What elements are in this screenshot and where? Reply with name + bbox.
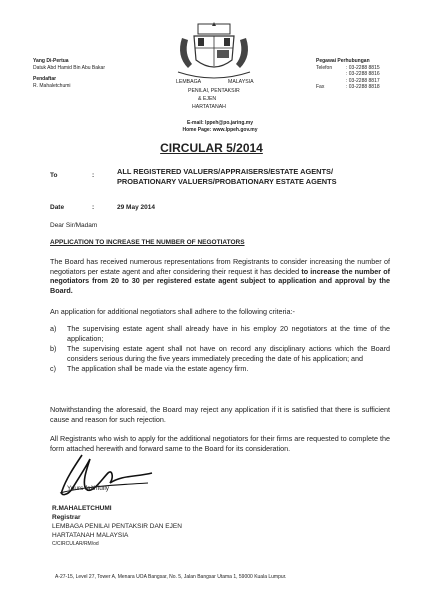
- tel-label: Telefon: [316, 64, 333, 71]
- logo-text-hartatanah: HARTATANAH: [192, 104, 226, 110]
- reference-code: C/CIRCULAR/RM/od: [52, 541, 99, 547]
- footer-address: A-27-15, Level 27, Tower A, Menara UOA Bangsar, No. 5, Jalan Bangsar Utama 1, 59000 Kuala Lumpur.: [55, 574, 287, 580]
- list-item-text: The supervising estate agent shall not have on record any disciplinary actions which the Board considers serious during the five years immediately preceding the date of his application; and: [67, 344, 390, 363]
- closing: Yours faithfully: [67, 485, 110, 492]
- list-item: [50, 324, 390, 343]
- paragraph-1-text: The Board has received numerous representations from Registrants to consider increasing the number of negotiators per estate agent and after considering their request it has decided: [50, 257, 390, 276]
- greeting: Dear Sir/Madam: [50, 222, 98, 229]
- list-item-letter: c): [50, 364, 56, 374]
- to-line-1: ALL REGISTERED VALUERS/APPRAISERS/ESTATE AGENTS/: [117, 167, 333, 176]
- paragraph-3: Notwithstanding the aforesaid, the Board may reject any application if it is satisfied that there is sufficient cause and reason for such rejection.: [50, 405, 390, 424]
- date-value: 29 May 2014: [117, 204, 155, 211]
- paragraph-1-bold: to increase the number of negotiators from 20 to 30 per registered estate agent subject to application and approval by the Board.: [50, 266, 390, 295]
- list-item-letter: a): [50, 324, 57, 333]
- signatory-role: Registrar: [52, 514, 81, 521]
- header-left: [33, 58, 153, 89]
- list-item: [50, 344, 390, 363]
- date-colon: :: [92, 204, 95, 211]
- circular-title: CIRCULAR 5/2014: [160, 141, 263, 155]
- criteria-list: [50, 324, 390, 375]
- homepage-text: Home Page: www.lppeh.gov.my: [182, 126, 258, 133]
- contact-info: [165, 120, 275, 133]
- to-recipients: [117, 167, 377, 187]
- signatory-org-line-2: HARTATANAH MALAYSIA: [52, 532, 129, 539]
- to-line-2: PROBATIONARY VALUERS/PROBATIONARY ESTATE AGENTS: [117, 176, 337, 186]
- to-colon: :: [92, 172, 95, 179]
- fax-value: : 03-2288 8818: [346, 84, 380, 90]
- paragraph-4: All Registrants who wish to apply for the additional negotiators for their firms are requested to complete the form attached herewith and forward same to the Board for its consideration.: [50, 434, 390, 453]
- coat-of-arms-logo: [168, 20, 260, 120]
- contact-officer-title: Pegawai Perhubungan: [316, 58, 370, 64]
- list-item-text: The supervising estate agent shall already have in his employ 20 negotiators at the time of the application;: [67, 324, 390, 343]
- tel-value-2: : 03-2288 8816: [346, 71, 380, 77]
- paragraph-2: An application for additional negotiators shall adhere to the following criteria:-: [50, 307, 295, 316]
- logo-text-lembaga: LEMBAGA: [176, 79, 202, 85]
- registrar-name: R. Mahaletchumi: [33, 82, 71, 89]
- to-label: To: [50, 172, 58, 179]
- paragraph-1: [50, 257, 390, 295]
- tel-value-1: : 03-2288 8815: [346, 64, 380, 71]
- date-label: Date: [50, 204, 65, 211]
- list-item-letter: b): [50, 344, 57, 354]
- handwritten-signature: [52, 449, 162, 504]
- list-item-text: The application shall be made via the estate agency firm.: [67, 364, 249, 374]
- chair-title: Yang Di-Pertua: [33, 58, 69, 64]
- fax-label: Fax: [316, 84, 325, 90]
- logo-text-ejen: & EJEN: [198, 96, 217, 102]
- email-text: E-mail: lppeh@po.jaring.my: [187, 120, 253, 126]
- signatory-name: R.MAHALETCHUMI: [52, 505, 112, 512]
- logo-text-malaysia: MALAYSIA: [228, 79, 254, 85]
- chair-name: Datuk Abd Hamid Bin Abu Bakar: [33, 64, 105, 71]
- tel-value-3: : 03-2288 8817: [346, 77, 380, 84]
- signatory-org-line-1: LEMBAGA PENILAI PENTAKSIR DAN EJEN: [52, 523, 182, 530]
- registrar-title: Pendaftar: [33, 76, 57, 82]
- subject-heading: APPLICATION TO INCREASE THE NUMBER OF NEGOTIATORS: [50, 239, 245, 246]
- header-right: [316, 58, 416, 91]
- logo-text-penilai: PENILAI, PENTAKSIR: [188, 88, 240, 94]
- list-item: [50, 364, 390, 374]
